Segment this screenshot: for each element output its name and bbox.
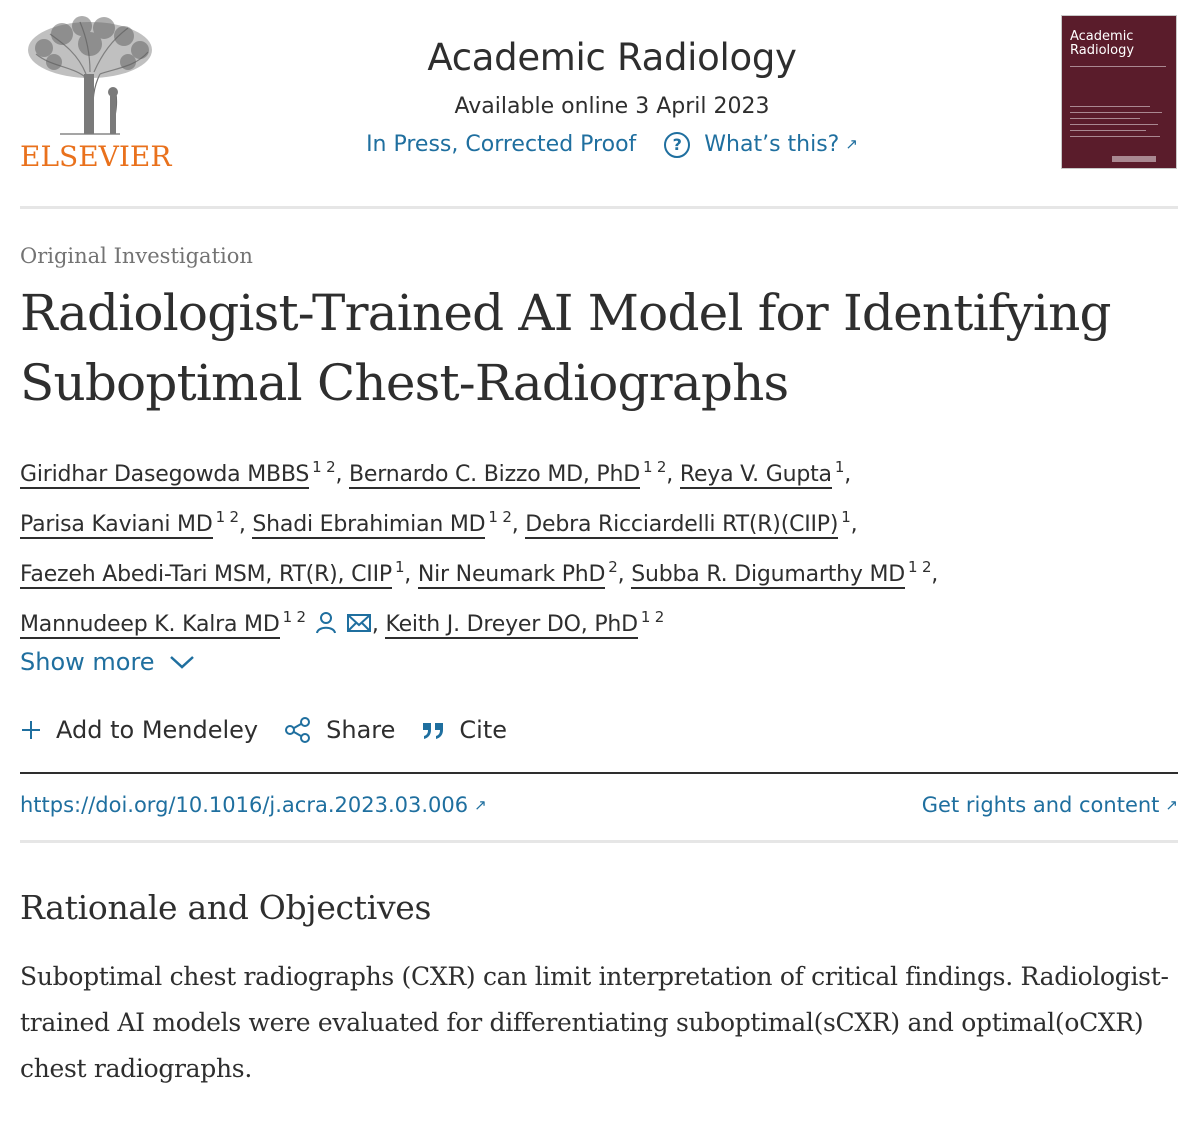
author-affiliation: 1 2	[640, 608, 665, 626]
rights-text: Get rights and content	[921, 793, 1160, 817]
author-name[interactable]: Parisa Kaviani MD	[20, 512, 213, 537]
article-title: Radiologist-Trained AI Model for Identifying Suboptimal Chest-Radiographs	[20, 284, 1111, 412]
quote-icon	[421, 719, 445, 741]
author-name[interactable]: Mannudeep K. Kalra MD	[20, 612, 280, 637]
author-name[interactable]: Giridhar Dasegowda MBBS	[20, 462, 310, 487]
journal-cover-image[interactable]	[1062, 16, 1176, 168]
author-name[interactable]: Shadi Ebrahimian MD	[252, 512, 486, 537]
person-icon[interactable]	[314, 606, 338, 649]
author-affiliation: 1 2	[312, 458, 336, 476]
author-name[interactable]: Bernardo C. Bizzo MD, PhD	[349, 462, 640, 487]
cover-rule	[1070, 66, 1166, 67]
author-row: Giridhar Dasegowda MBBS $^{1 2}$, Bernardo C. Bizzo MD, PhD $^{1 2}$, Reya V. Gupta $^1$,	[20, 458, 851, 487]
cover-rule	[1070, 106, 1150, 107]
elsevier-logo[interactable]	[20, 14, 172, 174]
cover-footer-logo	[1112, 156, 1156, 162]
cite-button[interactable]	[421, 716, 507, 744]
article-toolbar	[20, 716, 533, 744]
mendeley-label: Add to Mendeley	[56, 716, 259, 744]
publisher-name: ELSEVIER	[20, 140, 172, 173]
cover-rule	[1070, 136, 1160, 137]
author-name[interactable]: Keith J. Dreyer DO, PhD	[385, 612, 638, 637]
cover-rule	[1070, 118, 1140, 119]
chevron-down-icon	[169, 654, 195, 670]
author-affiliation: 1 2	[642, 458, 667, 476]
show-more-label: Show more	[20, 648, 155, 676]
author-affiliation: 1 2	[282, 608, 306, 626]
envelope-icon[interactable]	[346, 606, 372, 649]
elsevier-tree-logo-icon	[20, 14, 162, 138]
author-list	[20, 446, 1180, 649]
author-affiliation: 2	[608, 558, 618, 576]
rights-link[interactable]	[922, 793, 1178, 817]
author-affiliation: 1 2	[215, 508, 239, 526]
article-type: Original Investigation	[20, 244, 253, 268]
author-affiliation: 1	[834, 458, 845, 476]
author-name[interactable]: Subba R. Digumarthy MD	[631, 562, 906, 587]
author-row: Mannudeep K. Kalra MD $^{1 2}$ , Keith J. Dreyer DO, PhD $^{1 2}$	[20, 596, 1180, 649]
article-status-link[interactable]: In Press, Corrected Proof	[366, 132, 637, 157]
plus-icon	[20, 719, 42, 741]
journal-title[interactable]: Academic Radiology	[427, 36, 797, 79]
doi-divider	[20, 840, 1178, 843]
show-more-button[interactable]	[20, 648, 195, 676]
author-affiliation: 1	[394, 558, 405, 576]
doi-link[interactable]	[20, 793, 487, 817]
doi-text: https://doi.org/10.1016/j.acra.2023.03.006	[20, 793, 469, 817]
cover-rule	[1070, 124, 1158, 125]
whats-this-link[interactable]: What’s this?	[704, 132, 840, 157]
share-label: Share	[326, 716, 396, 744]
add-to-mendeley-button[interactable]	[20, 716, 258, 744]
cover-rule	[1070, 112, 1162, 113]
cover-rule	[1070, 130, 1146, 131]
cite-label: Cite	[459, 716, 508, 744]
available-online-date: Available online 3 April 2023	[454, 94, 770, 119]
author-affiliation: 1 2	[908, 558, 932, 576]
arrow-up-right-icon: ↗	[474, 796, 487, 814]
arrow-up-right-icon: ↗	[1165, 796, 1178, 814]
share-button[interactable]	[284, 716, 395, 744]
toolbar-divider	[20, 772, 1178, 774]
abstract-text: Suboptimal chest radiographs (CXR) can limit interpretation of critical findings. Radiologist-trained AI models were evaluated for differentiating suboptimal(sCXR) and optimal(oCXR) chest radiographs.	[20, 962, 1169, 1083]
author-name[interactable]: Faezeh Abedi-Tari MSM, RT(R), CIIP	[20, 562, 392, 587]
header-divider	[20, 206, 1178, 209]
author-row: Faezeh Abedi-Tari MSM, RT(R), CIIP $^1$, Nir Neumark PhD $^2$, Subba R. Digumarthy MD $^{1 2}$,	[20, 558, 939, 587]
share-icon	[284, 716, 312, 744]
author-affiliation: 1 2	[488, 508, 512, 526]
article-status-line	[300, 132, 924, 158]
author-name[interactable]: Debra Ricciardelli RT(R)(CIIP)	[525, 512, 839, 537]
cover-title: Academic Radiology	[1070, 29, 1135, 58]
author-name[interactable]: Nir Neumark PhD	[417, 562, 606, 587]
author-name[interactable]: Reya V. Gupta	[679, 462, 832, 487]
author-affiliation: 1	[841, 508, 851, 526]
question-circle-icon[interactable]: ?	[664, 132, 690, 158]
arrow-up-right-icon: ↗	[845, 135, 858, 153]
abstract-heading: Rationale and Objectives	[20, 888, 432, 927]
author-row: Parisa Kaviani MD $^{1 2}$, Shadi Ebrahimian MD $^{1 2}$, Debra Ricciardelli RT(R)(CIIP) $^1$,	[20, 508, 858, 537]
